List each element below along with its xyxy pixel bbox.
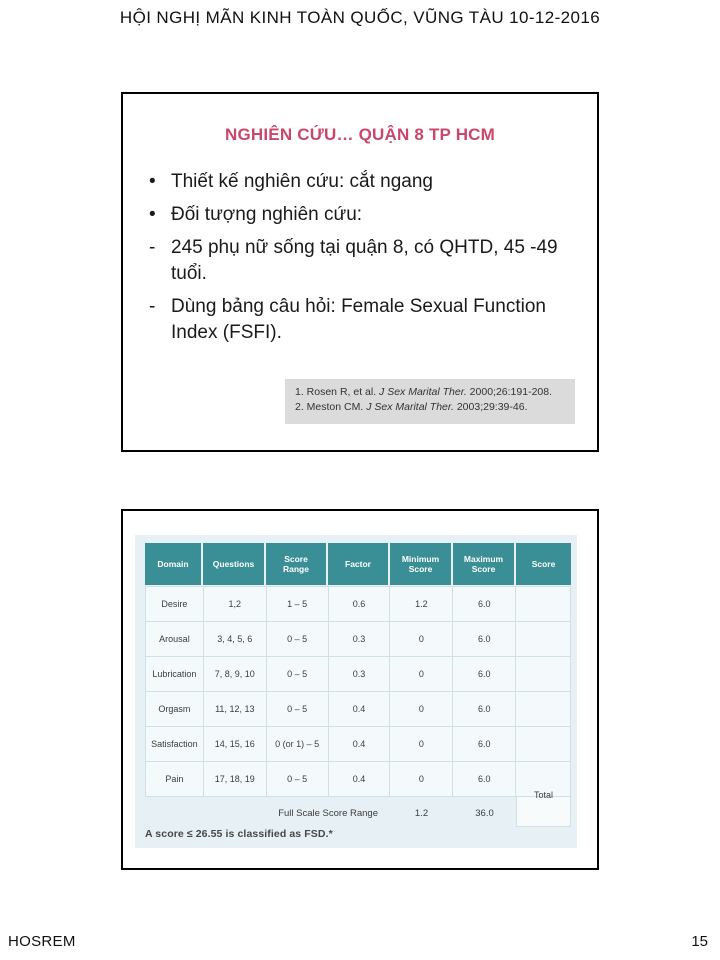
citation-line-2: 2. Meston CM. J Sex Marital Ther. 2003;29:39-46.: [295, 401, 528, 413]
citation-line-1: 1. Rosen R, et al. J Sex Marital Ther. 2000;26:191-208.: [295, 386, 553, 398]
cell-domain: Orgasm: [146, 692, 204, 727]
cell-score-range: 0 – 5: [267, 692, 329, 727]
table-row-pain: [146, 762, 571, 797]
cell-minimum-score: 0: [390, 727, 453, 762]
cell-minimum-score: 0: [390, 622, 453, 657]
cell-questions: 3, 4, 5, 6: [204, 622, 267, 657]
cell-minimum-score: 1.2: [390, 587, 453, 622]
full-scale-spacer: [145, 797, 266, 829]
cell-domain: Desire: [146, 587, 204, 622]
cell-questions: 7, 8, 9, 10: [204, 657, 267, 692]
cell-score-blank: [516, 692, 571, 727]
full-scale-label: Full Scale Score Range: [278, 807, 378, 819]
cell-maximum-score: 6.0: [453, 622, 516, 657]
cell-factor: 0.4: [329, 727, 391, 762]
slide-1: [121, 92, 599, 452]
cell-questions: 14, 15, 16: [204, 727, 267, 762]
cell-questions: 17, 18, 19: [204, 762, 267, 797]
bullet-text: 245 phụ nữ sống tại quận 8, có QHTD, 45 -49 tuổi.: [171, 237, 558, 284]
cell-score-range: 1 – 5: [267, 587, 329, 622]
cell-factor: 0.4: [329, 692, 391, 727]
bullet-item-questionnaire: [149, 294, 579, 346]
slide-2: [121, 509, 599, 870]
cell-minimum-score: 0: [390, 657, 453, 692]
cell-factor: 0.6: [329, 587, 391, 622]
cell-score-blank: [516, 657, 571, 692]
cell-score-range: 0 – 5: [267, 657, 329, 692]
cell-maximum-score: 6.0: [453, 762, 516, 797]
table-row-desire: [146, 587, 571, 622]
cell-maximum-score: 6.0: [453, 587, 516, 622]
cell-factor: 0.3: [329, 657, 391, 692]
total-score-box: [516, 797, 571, 827]
column-header-questions: Questions: [203, 543, 266, 585]
fsfi-table-header-row: [145, 543, 571, 585]
cell-factor: 0.4: [329, 762, 391, 797]
cell-maximum-score: 6.0: [453, 692, 516, 727]
fsfi-table: [145, 543, 571, 829]
citation-journal: J Sex Marital Ther.: [366, 401, 454, 413]
slide-1-title: NGHIÊN CỨU… QUẬN 8 TP HCM: [224, 125, 496, 144]
citation-box: [285, 379, 575, 424]
cell-score-blank: [516, 622, 571, 657]
full-scale-row: [145, 797, 571, 829]
cell-score-range: 0 – 5: [267, 762, 329, 797]
cell-score-blank: [516, 727, 571, 762]
slide-1-bullet-list: [123, 169, 597, 346]
citation-journal: J Sex Marital Ther.: [379, 386, 467, 398]
bullet-text: Dùng bảng câu hỏi: Female Sexual Function Index (FSFI).: [171, 296, 546, 343]
cell-questions: 1,2: [204, 587, 267, 622]
column-header-score-range: Score Range: [266, 543, 328, 585]
total-label: Total: [533, 790, 553, 800]
table-row-orgasm: [146, 692, 571, 727]
column-header-maximum-score: Maximum Score: [453, 543, 516, 585]
table-row-satisfaction: [146, 727, 571, 762]
cell-maximum-score: 6.0: [453, 727, 516, 762]
bullet-item-study-design: [149, 169, 579, 195]
bullet-text: Đối tượng nghiên cứu:: [171, 204, 363, 225]
fsfi-table-panel: [135, 535, 577, 848]
conference-header: HỘI NGHỊ MÃN KINH TOÀN QUỐC, VŨNG TÀU 10-12-2016: [119, 8, 601, 27]
footer-page-number: 15: [691, 933, 708, 950]
table-row-arousal: [146, 622, 571, 657]
bullet-marker: -: [149, 296, 156, 317]
cell-domain: Pain: [146, 762, 204, 797]
full-scale-min: 1.2: [414, 807, 429, 819]
column-header-domain: Domain: [145, 543, 203, 585]
fsd-footnote: A score ≤ 26.55 is classified as FSD.*: [145, 828, 333, 840]
column-header-minimum-score: Minimum Score: [390, 543, 453, 585]
cell-score-range: 0 (or 1) – 5: [267, 727, 329, 762]
cell-factor: 0.3: [329, 622, 391, 657]
column-header-factor: Factor: [328, 543, 390, 585]
bullet-marker: •: [149, 204, 156, 225]
cell-questions: 11, 12, 13: [204, 692, 267, 727]
bullet-marker: •: [149, 171, 156, 192]
cell-score-blank: [516, 587, 571, 622]
table-row-lubrication: [146, 657, 571, 692]
bullet-text: Thiết kế nghiên cứu: cắt ngang: [171, 171, 434, 192]
full-scale-max: 36.0: [475, 807, 494, 819]
cell-maximum-score: 6.0: [453, 657, 516, 692]
cell-minimum-score: 0: [390, 692, 453, 727]
bullet-item-sample: [149, 235, 579, 287]
column-header-score: Score: [516, 543, 571, 585]
cell-domain: Arousal: [146, 622, 204, 657]
bullet-item-study-subjects: [149, 202, 579, 228]
bullet-marker: -: [149, 237, 156, 258]
cell-minimum-score: 0: [390, 762, 453, 797]
footer-organization: HOSREM: [8, 933, 76, 950]
fsfi-table-body: [145, 586, 571, 797]
cell-domain: Lubrication: [146, 657, 204, 692]
cell-score-range: 0 – 5: [267, 622, 329, 657]
cell-domain: Satisfaction: [146, 727, 204, 762]
